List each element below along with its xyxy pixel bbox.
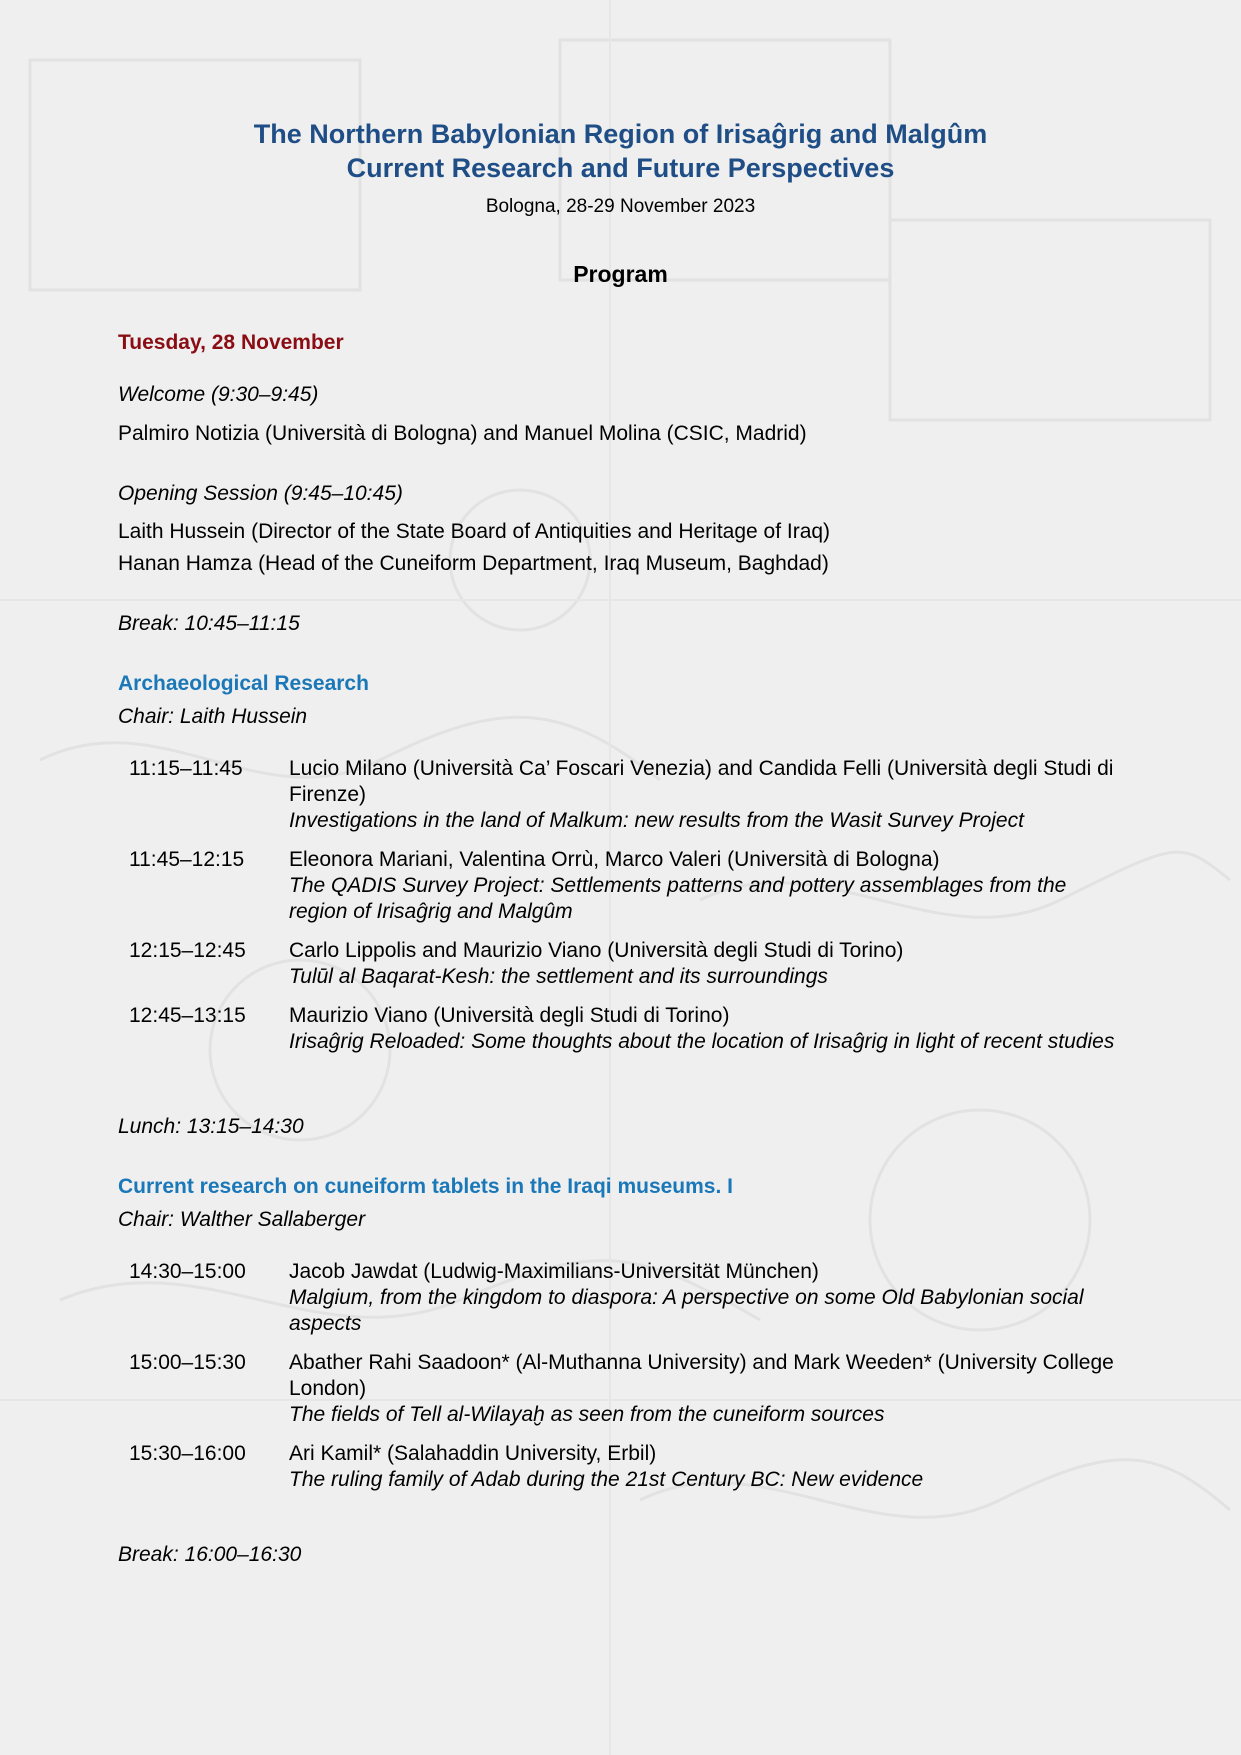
conference-subtitle: Current Research and Future Perspectives (346, 153, 895, 183)
talk-title: Investigations in the land of Malkum: new results from the Wasit Survey Project (289, 809, 1024, 832)
talk-time: 15:00–15:30 (129, 1351, 246, 1374)
talk-time: 11:45–12:15 (129, 848, 245, 871)
talk-time: 15:30–16:00 (129, 1442, 246, 1465)
talk-title: Tulūl al Baqarat-Kesh: the settlement and its surroundings (289, 965, 828, 988)
session-title-cuneiform: Current research on cuneiform tablets in the Iraqi museums. I (118, 1175, 733, 1198)
break-2: Break: 16:00–16:30 (118, 1543, 302, 1566)
day-heading: Tuesday, 28 November (118, 331, 344, 354)
program-heading: Program (573, 261, 668, 287)
talk-speakers: Ari Kamil* (Salahaddin University, Erbil) (289, 1442, 657, 1465)
talk-title: The ruling family of Adab during the 21st Century BC: New evidence (289, 1468, 924, 1491)
session-title-archaeological: Archaeological Research (118, 672, 369, 695)
opening-speaker-2: Hanan Hamza (Head of the Cuneiform Department, Iraq Museum, Baghdad) (118, 552, 829, 575)
talk-title: Malgium, from the kingdom to diaspora: A perspective on some Old Babylonian social aspects (289, 1286, 1084, 1335)
location-date: Bologna, 28-29 November 2023 (485, 196, 756, 217)
talk-speakers: Jacob Jawdat (Ludwig-Maximilians-Universität München) (289, 1260, 819, 1283)
talk-speakers: Abather Rahi Saadoon* (Al-Muthanna University) and Mark Weeden* (University College London) (289, 1351, 1114, 1400)
talk-title: Irisaĝrig Reloaded: Some thoughts about the location of Irisaĝrig in light of recent studies (289, 1030, 1115, 1053)
welcome-label: Welcome (9:30–9:45) (118, 383, 319, 406)
conference-title: The Northern Babylonian Region of Irisaĝrig and Malgûm (253, 119, 988, 149)
talk-time: 11:15–11:45 (129, 757, 243, 780)
opening-session-label: Opening Session (9:45–10:45) (118, 482, 403, 505)
talk-time: 12:15–12:45 (129, 939, 246, 962)
talk-speakers: Lucio Milano (Università Ca’ Foscari Venezia) and Candida Felli (Università degli Studi di Firenze) (289, 757, 1114, 806)
talk-time: 14:30–15:00 (129, 1260, 246, 1283)
talk-speakers: Carlo Lippolis and Maurizio Viano (Università degli Studi di Torino) (289, 939, 904, 962)
talk-title: The QADIS Survey Project: Settlements patterns and pottery assemblages from the region of Irisaĝrig and Malgûm (289, 874, 1067, 923)
talk-time: 12:45–13:15 (129, 1004, 246, 1027)
opening-speaker-1: Laith Hussein (Director of the State Board of Antiquities and Heritage of Iraq) (118, 520, 831, 543)
session-chair-archaeological: Chair: Laith Hussein (118, 705, 308, 728)
talk-speakers: Maurizio Viano (Università degli Studi di Torino) (289, 1004, 730, 1027)
session-chair-cuneiform: Chair: Walther Sallaberger (118, 1208, 366, 1231)
talk-speakers: Eleonora Mariani, Valentina Orrù, Marco Valeri (Università di Bologna) (289, 848, 940, 871)
break-1: Break: 10:45–11:15 (118, 612, 300, 635)
lunch-break: Lunch: 13:15–14:30 (118, 1115, 304, 1138)
welcome-speakers: Palmiro Notizia (Università di Bologna) and Manuel Molina (CSIC, Madrid) (118, 422, 807, 445)
talk-title: The fields of Tell al-Wilayaḫ as seen from the cuneiform sources (289, 1403, 885, 1426)
